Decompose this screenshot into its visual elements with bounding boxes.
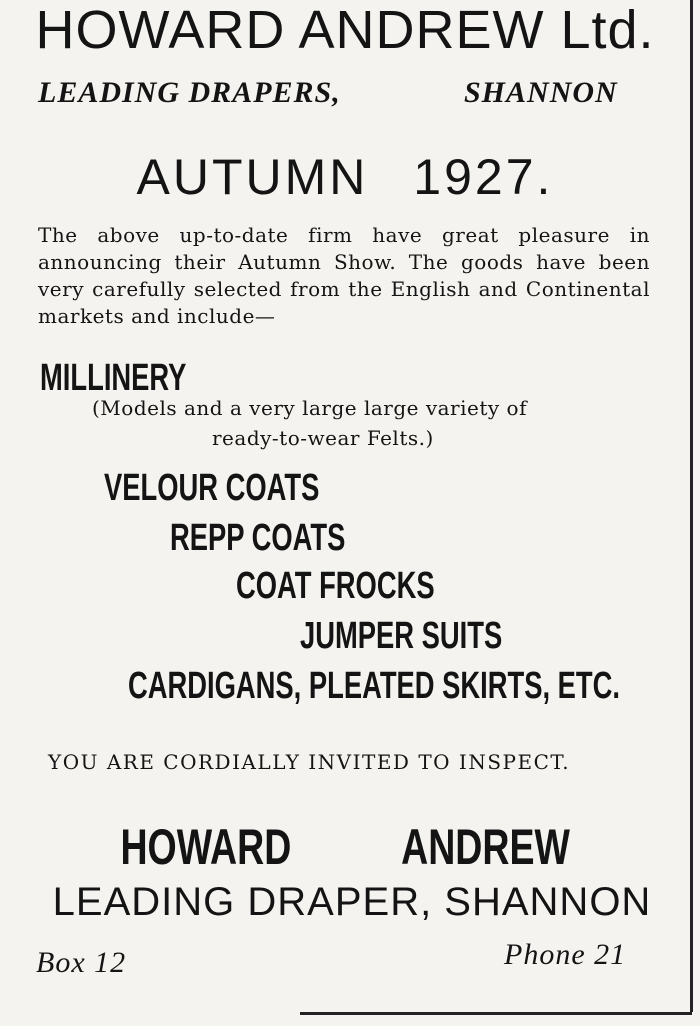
signature-name [0, 818, 690, 876]
item-jumper-suits: JUMPER SUITS [300, 615, 503, 657]
season-headline: AUTUMN 1927. [136, 149, 554, 205]
item-velour-coats: VELOUR COATS [104, 467, 320, 509]
invitation-text: YOU ARE CORDIALLY INVITED TO INSPECT. [48, 750, 571, 774]
box-number: Box 12 [36, 946, 127, 979]
signature-title: LEADING DRAPER, SHANNON [52, 880, 652, 924]
firm-name-heading: HOWARD ANDREW Ltd. [35, 0, 655, 60]
signature-first-name: HOWARD [120, 819, 291, 875]
tagline-right: SHANNON [464, 76, 618, 109]
phone-number: Phone 21 [504, 938, 627, 971]
millinery-note-line-2: ready-to-wear Felts.) [212, 426, 434, 450]
item-cardigans: CARDIGANS, PLEATED SKIRTS, ETC. [128, 665, 621, 707]
item-repp-coats: REPP COATS [170, 517, 346, 559]
intro-paragraph: The above up-to-date firm have great pleasure in announcing their Autumn Show. The goods have been very carefully selected from the English and Continental markets and include— [38, 223, 650, 328]
tagline-left: LEADING DRAPERS, [38, 76, 341, 109]
millinery-note-line-1: (Models and a very large large variety of [92, 396, 527, 420]
item-millinery: MILLINERY [40, 357, 187, 399]
bottom-border-rule [300, 1012, 692, 1015]
right-border-rule [690, 0, 693, 1012]
item-coat-frocks: COAT FROCKS [236, 565, 435, 607]
signature-last-name: ANDREW [401, 819, 571, 875]
